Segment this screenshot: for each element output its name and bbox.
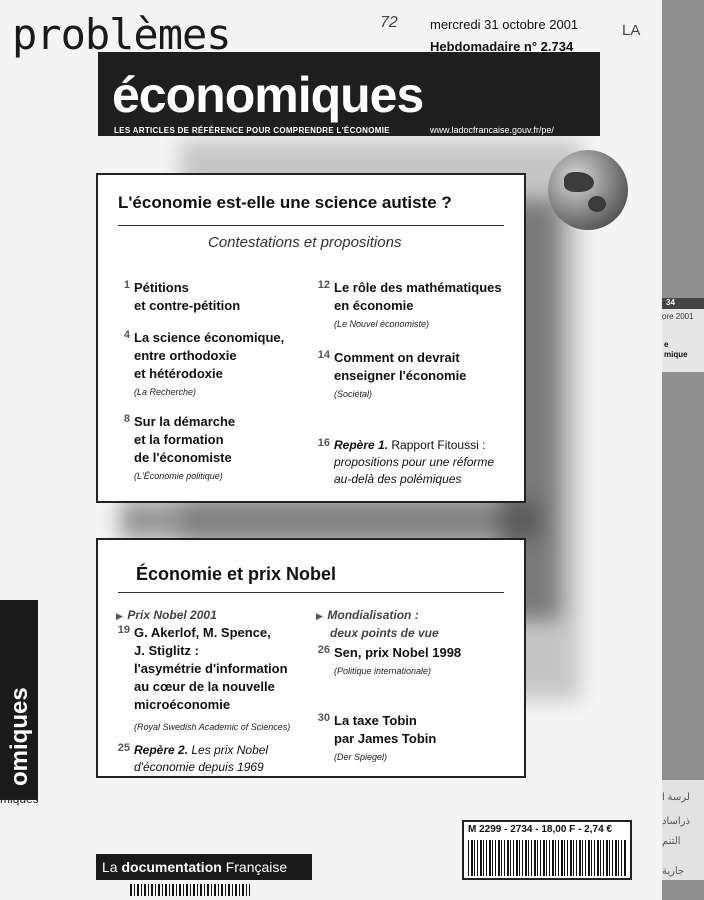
publisher-footer: La documentation Française [96,854,312,880]
toc-item[interactable] [308,644,461,676]
repere-text: Rapport Fitoussi : [391,438,486,452]
barcode-bars [468,840,626,876]
article-source: (Royal Swedish Academic of Sciences) [134,722,291,732]
page-number: 25 [117,742,130,754]
article-title: Sur la démarche et la formation de l'économiste [134,414,236,465]
website-url[interactable]: www.ladocfrancaise.gouv.fr/pe/ [430,125,554,135]
section-heading-left: ▶ Prix Nobel 2001 [116,608,217,622]
article-title: La taxe Tobin par James Tobin [334,713,437,746]
toc-item[interactable] [308,349,466,399]
article-title: La science économique, entre orthodoxie et hétérodoxie [134,330,285,381]
title-problemes: problèmes [12,10,231,59]
section1-rule [118,225,504,226]
article-title: Comment on devrait enseigner l'économie [334,350,467,383]
article-source: (La Recherche) [134,387,197,397]
issue-date: mercredi 31 octobre 2001 [430,17,579,32]
section1-title: L'économie est-elle une science autiste ? [118,193,452,212]
article-title: G. Akerlof, M. Spence, J. Stiglitz : l'asymétrie d'information au cœur de la nouvelle microéconomie [134,625,288,712]
repere-label: Repère 2. [134,743,189,757]
article-source: (Le Nouvel économiste) [334,319,430,329]
section2-rule [118,592,504,593]
toc-item[interactable] [108,279,240,315]
arabic-note: ذراساد [662,816,690,827]
article-title: Sen, prix Nobel 1998 [334,645,462,660]
page-number: 19 [117,624,130,636]
handwritten-initials: LA [622,22,641,39]
toc-item[interactable] [108,329,284,397]
article-title: Pétitions et contre-pétition [134,280,241,313]
tagline: LES ARTICLES DE RÉFÉRENCE POUR COMPRENDRE L'ÉCONOMIE [114,126,390,135]
article-source: (Politique internationale) [334,666,432,676]
page-number: 12 [317,279,330,291]
previous-issue-title: e mique [664,340,688,359]
toc-item[interactable] [308,712,436,762]
page-number: 14 [317,349,330,361]
price-barcode [462,820,632,880]
spine-label: miques [0,792,39,806]
repere-label: Repère 1. [334,438,389,452]
page-number: 4 [123,329,130,341]
repere-text: d'économie depuis 1969 [134,760,264,774]
repere-text: propositions pour une réforme [334,455,495,469]
article-source: (Sociétal) [334,389,373,399]
contents-box-2 [96,538,526,778]
page-number: 8 [123,413,130,425]
repere-text: au-delà des polémiques [334,472,462,486]
article-title: Le rôle des mathématiques en économie [334,280,502,313]
title-economiques: économiques [112,67,424,123]
contents-box-1 [96,173,526,503]
handwritten-note: 72 [380,14,398,31]
barcode-price-text: M 2299 - 2734 - 18,00 F - 2,74 € [468,824,612,835]
toc-item[interactable] [308,279,502,329]
repere-item[interactable] [308,437,494,488]
arabic-note: التنم [662,836,681,847]
article-source: (L'Économie politique) [134,471,223,481]
page-number: 16 [317,437,330,449]
page-number: 26 [317,644,330,656]
toc-item[interactable] [108,413,235,481]
article-source: (Der Spiegel) [334,752,388,762]
globe-icon [548,150,628,230]
section1-subtitle: Contestations et propositions [208,234,402,251]
repere-item[interactable] [108,742,268,776]
previous-issue-date: ore 2001 [662,312,694,321]
previous-issue-number: 34 [662,298,704,309]
toc-item[interactable] [108,624,290,732]
section2-title: Économie et prix Nobel [136,564,337,584]
page-number: 30 [317,712,330,724]
arabic-note: لرسة ا [662,792,690,803]
repere-text: Les prix Nobel [191,743,269,757]
arabic-note: جارية [662,866,685,877]
page-number: 1 [123,279,130,291]
issue-number: Hebdomadaire n° 2.734 [430,39,574,54]
small-barcode [130,884,250,896]
spine-strip [0,600,38,800]
previous-issue-tab [662,300,704,372]
spine-title: omiques [6,687,33,786]
section-heading-right: ▶ Mondialisation : deux points de vue [316,608,439,640]
background-band [120,500,540,540]
